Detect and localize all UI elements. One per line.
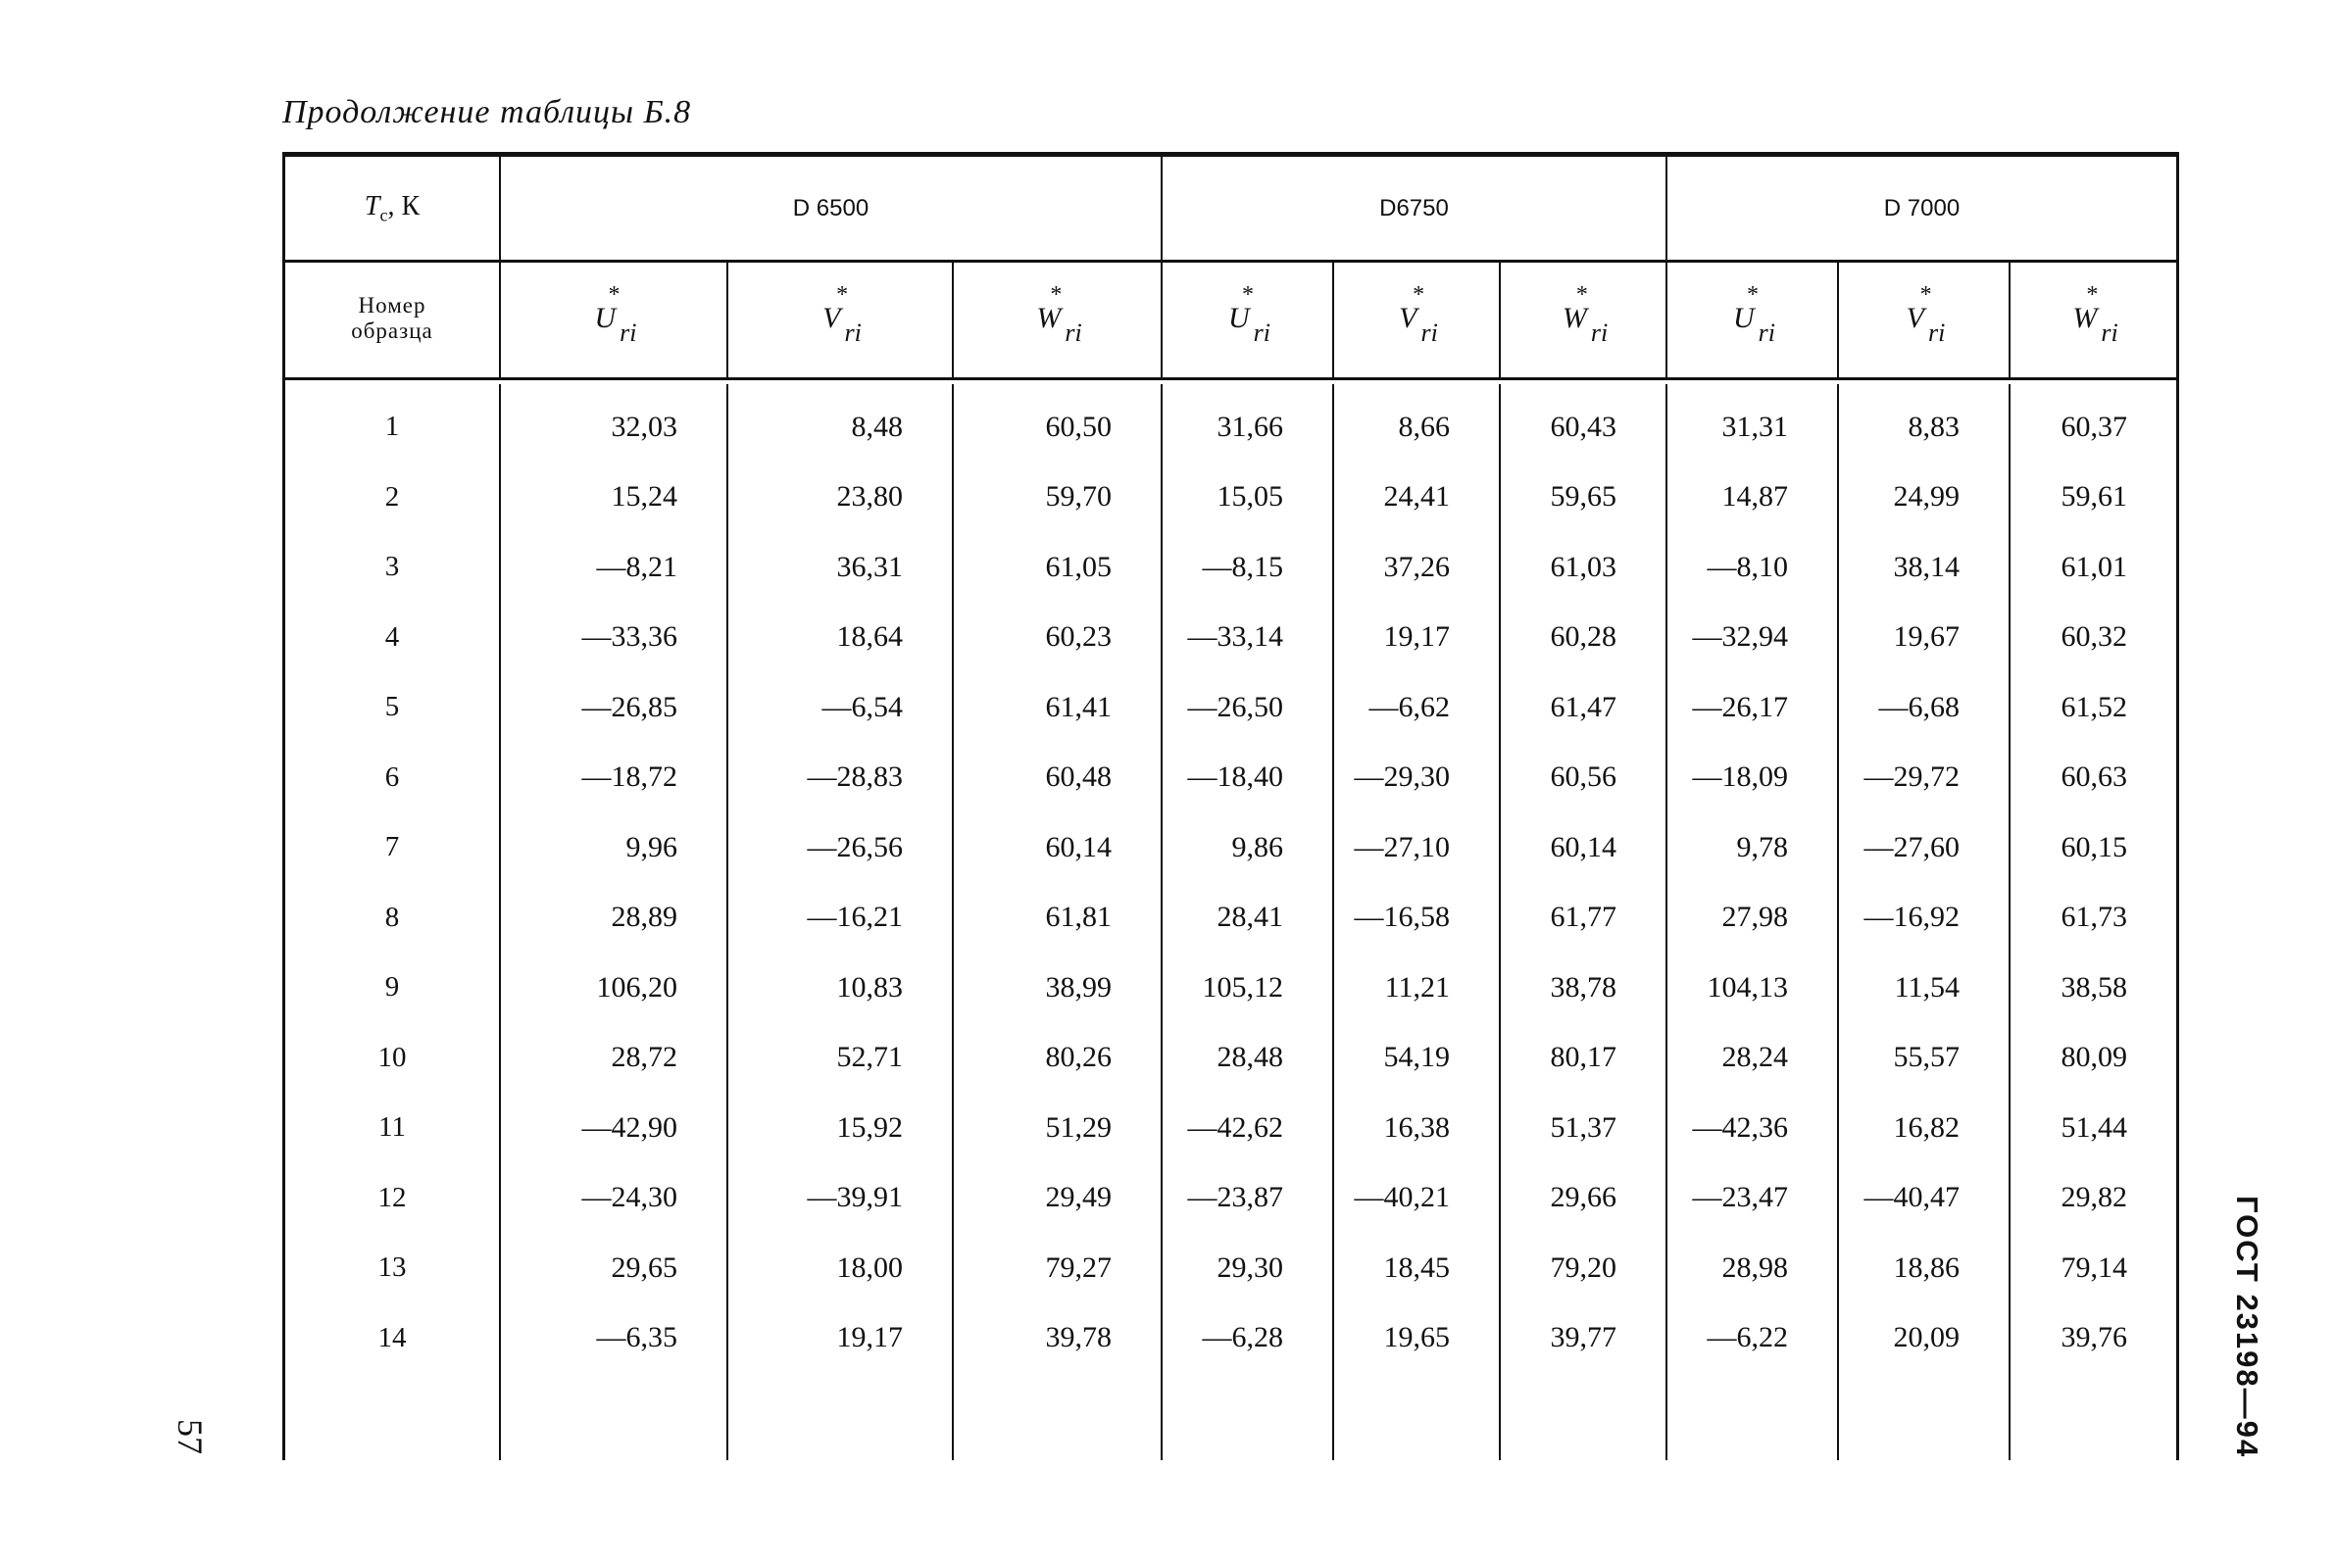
table-cell: 28,24 — [1721, 1041, 1788, 1074]
table-cell: 61,05 — [1045, 550, 1112, 583]
table-cell: 8,48 — [851, 410, 903, 443]
table-cell: —27,60 — [1863, 830, 1960, 863]
table-cell: 59,61 — [2061, 480, 2127, 514]
table-cell: 52,71 — [836, 1041, 903, 1074]
symbol-header-v-d6750 — [1334, 260, 1501, 377]
table-cell: 29,49 — [1045, 1181, 1112, 1214]
table-cell: —27,10 — [1354, 830, 1450, 863]
table-cell: —33,14 — [1187, 620, 1283, 654]
table-cell: 19,65 — [1383, 1321, 1450, 1354]
table-cell: 38,78 — [1550, 970, 1616, 1004]
symbol-v-star-ri: V * ri — [1906, 282, 1946, 347]
table-cell: —8,10 — [1707, 550, 1788, 583]
symbol-header-u-d6500 — [501, 260, 728, 377]
table-cell: 10,83 — [836, 970, 903, 1004]
table-cell: —42,36 — [1692, 1110, 1788, 1144]
table-cell: 39,77 — [1550, 1321, 1616, 1354]
symbol-u-star-ri: U * ri — [1227, 282, 1270, 347]
table-cell: 20,09 — [1893, 1321, 1960, 1354]
symbol-header-v-d7000 — [1839, 260, 2011, 377]
table-cell: —40,21 — [1354, 1181, 1450, 1214]
table-cell: —26,17 — [1692, 690, 1788, 723]
column-w-d6750 — [1501, 384, 1667, 1460]
table-caption: Продолжение таблицы Б.8 — [282, 94, 692, 130]
sample-number-header: Номер образца — [285, 260, 501, 377]
table-cell: 29,65 — [611, 1250, 677, 1284]
table-cell: 18,64 — [836, 620, 903, 654]
group-header-d6500: D 6500 — [501, 157, 1163, 260]
page-number: 57 — [171, 1419, 210, 1454]
table-cell: 60,23 — [1045, 620, 1112, 654]
table-cell: 54,19 — [1383, 1041, 1450, 1074]
table-cell: 60,28 — [1550, 620, 1616, 654]
table-cell: 36,31 — [836, 550, 903, 583]
table-cell: 28,98 — [1721, 1250, 1788, 1284]
table-cell: 37,26 — [1383, 550, 1450, 583]
table-cell: —8,15 — [1202, 550, 1283, 583]
sample-number: 10 — [377, 1041, 407, 1073]
table-cell: —6,35 — [596, 1321, 677, 1354]
table-cell: —39,91 — [807, 1181, 903, 1214]
table-cell: 60,14 — [1045, 830, 1112, 863]
table-cell: 9,78 — [1736, 830, 1788, 863]
table-cell: 60,14 — [1550, 830, 1616, 863]
sample-number: 3 — [384, 551, 400, 583]
table-cell: —26,85 — [581, 690, 677, 723]
table-cell: 61,77 — [1550, 901, 1616, 934]
table-cell: 61,73 — [2061, 901, 2127, 934]
table-cell: 80,09 — [2061, 1041, 2127, 1074]
table-cell: —6,22 — [1707, 1321, 1788, 1354]
table-cell: —42,62 — [1187, 1110, 1283, 1144]
table-cell: —6,54 — [821, 690, 903, 723]
table-body — [285, 384, 2176, 1460]
table-cell: 31,66 — [1217, 410, 1283, 443]
table-cell: 39,76 — [2061, 1321, 2127, 1354]
table-cell: 38,58 — [2061, 970, 2127, 1004]
table-cell: 38,14 — [1893, 550, 1960, 583]
table-cell: 28,48 — [1217, 1041, 1283, 1074]
table-cell: 61,41 — [1045, 690, 1112, 723]
symbol-header-w-d6500 — [954, 260, 1163, 377]
table-cell: 24,99 — [1893, 480, 1960, 514]
table-cell: 19,67 — [1893, 620, 1960, 654]
column-v-d6750 — [1334, 384, 1501, 1460]
table-cell: 104,13 — [1707, 970, 1788, 1004]
table-cell: 15,05 — [1217, 480, 1283, 514]
table-cell: 59,70 — [1045, 480, 1112, 514]
symbol-v-star-ri: V * ri — [822, 282, 862, 347]
column-w-d7000 — [2011, 384, 2176, 1460]
table-cell: 61,01 — [2061, 550, 2127, 583]
table-cell: 27,98 — [1721, 901, 1788, 934]
symbol-u-star-ri: U * ri — [594, 282, 637, 347]
sample-number: 12 — [377, 1181, 407, 1213]
table-cell: —16,21 — [807, 901, 903, 934]
table-cell: —18,09 — [1692, 760, 1788, 794]
tc-label: $T_c$, К — [364, 190, 421, 225]
table-cell: —16,92 — [1863, 901, 1960, 934]
table-cell: 23,80 — [836, 480, 903, 514]
table-cell: —6,68 — [1878, 690, 1960, 723]
table-cell: 80,17 — [1550, 1041, 1616, 1074]
table-cell: 16,38 — [1383, 1110, 1450, 1144]
table-cell: 29,30 — [1217, 1250, 1283, 1284]
table-cell: 18,45 — [1383, 1250, 1450, 1284]
sample-number: 4 — [384, 620, 400, 653]
table-cell: —32,94 — [1692, 620, 1788, 654]
table-cell: 15,92 — [836, 1110, 903, 1144]
symbol-header-v-d6500 — [728, 260, 954, 377]
table-cell: 60,32 — [2061, 620, 2127, 654]
table-cell: 59,65 — [1550, 480, 1616, 514]
table-cell: 16,82 — [1893, 1110, 1960, 1144]
symbol-header-u-d7000 — [1667, 260, 1839, 377]
table-cell: 79,14 — [2061, 1250, 2127, 1284]
table-cell: —8,21 — [596, 550, 677, 583]
sample-number: 6 — [384, 760, 400, 793]
header-divider-2 — [285, 377, 2176, 380]
table-cell: 18,86 — [1893, 1250, 1960, 1284]
sample-number: 7 — [384, 831, 400, 863]
table-cell: 60,50 — [1045, 410, 1112, 443]
table-cell: 29,66 — [1550, 1181, 1616, 1214]
symbol-header-w-d7000 — [2011, 260, 2176, 377]
table-cell: 24,41 — [1383, 480, 1450, 514]
table-cell: —33,36 — [581, 620, 677, 654]
table-cell: 31,31 — [1721, 410, 1788, 443]
table-cell: 79,20 — [1550, 1250, 1616, 1284]
sample-number: 14 — [377, 1321, 407, 1353]
sample-number: 2 — [384, 480, 400, 513]
sample-number: 5 — [384, 691, 400, 723]
table-cell: 51,37 — [1550, 1110, 1616, 1144]
table-cell: 28,89 — [611, 901, 677, 934]
table-cell: 11,54 — [1894, 970, 1960, 1004]
tc-header-cell — [285, 157, 501, 260]
symbol-header-u-d6750 — [1163, 260, 1334, 377]
symbol-v-star-ri: V * ri — [1399, 282, 1438, 347]
table-cell: 14,87 — [1721, 480, 1788, 514]
table-cell: 39,78 — [1045, 1321, 1112, 1354]
table-cell: 38,99 — [1045, 970, 1112, 1004]
table-cell: 11,21 — [1384, 970, 1450, 1004]
table-cell: —23,47 — [1692, 1181, 1788, 1214]
group-header-d7000: D 7000 — [1883, 194, 1961, 221]
sample-number: 11 — [378, 1111, 406, 1144]
table-cell: —40,47 — [1863, 1181, 1960, 1214]
sample-number: 9 — [384, 971, 400, 1004]
table-cell: 60,48 — [1045, 760, 1112, 794]
table-cell: 9,96 — [625, 830, 677, 863]
table-cell: 80,26 — [1045, 1041, 1112, 1074]
symbol-w-star-ri: W * ri — [1562, 282, 1609, 347]
column-u-d6750 — [1163, 384, 1334, 1460]
table-cell: —6,28 — [1202, 1321, 1283, 1354]
sample-number: 1 — [384, 411, 400, 443]
table-cell: 61,03 — [1550, 550, 1616, 583]
column-u-d6500 — [501, 384, 728, 1460]
symbol-header-w-d6750 — [1501, 260, 1667, 377]
symbol-u-star-ri: U * ri — [1732, 282, 1775, 347]
table-cell: 51,29 — [1045, 1110, 1112, 1144]
column-w-d6500 — [954, 384, 1163, 1460]
table-cell: —26,56 — [807, 830, 903, 863]
sample-number: 8 — [384, 901, 400, 933]
table-cell: 8,66 — [1398, 410, 1450, 443]
table-cell: 60,43 — [1550, 410, 1616, 443]
table-cell: 19,17 — [1383, 620, 1450, 654]
group-header-d6750: D6750 — [1163, 157, 1667, 260]
table-cell: 51,44 — [2061, 1110, 2127, 1144]
table-cell: 28,41 — [1217, 901, 1283, 934]
table-cell: 55,57 — [1893, 1041, 1960, 1074]
data-table — [282, 152, 2179, 1460]
table-cell: 15,24 — [611, 480, 677, 514]
table-cell: 61,52 — [2061, 690, 2127, 723]
table-cell: —23,87 — [1187, 1181, 1283, 1214]
table-cell: —28,83 — [807, 760, 903, 794]
table-cell: 60,63 — [2061, 760, 2127, 794]
column-v-d7000 — [1839, 384, 2011, 1460]
table-cell: —18,72 — [581, 760, 677, 794]
table-cell: 60,15 — [2061, 830, 2127, 863]
table-cell: 9,86 — [1231, 830, 1283, 863]
table-cell: 19,17 — [836, 1321, 903, 1354]
table-cell: —42,90 — [581, 1110, 677, 1144]
sample-number-column — [285, 384, 501, 1460]
symbol-w-star-ri: W * ri — [1036, 282, 1082, 347]
table-cell: 105,12 — [1202, 970, 1283, 1004]
table-cell: 8,83 — [1908, 410, 1960, 443]
table-cell: —18,40 — [1187, 760, 1283, 794]
column-v-d6500 — [728, 384, 954, 1460]
sample-number: 13 — [377, 1251, 407, 1284]
table-cell: 32,03 — [611, 410, 677, 443]
table-cell: 28,72 — [611, 1041, 677, 1074]
table-cell: 61,81 — [1045, 901, 1112, 934]
table-cell: —29,30 — [1354, 760, 1450, 794]
table-cell: —6,62 — [1368, 690, 1450, 723]
table-cell: 61,47 — [1550, 690, 1616, 723]
table-cell: 106,20 — [596, 970, 677, 1004]
table-cell: 60,56 — [1550, 760, 1616, 794]
header-row-symbols — [285, 260, 2176, 377]
header-row-groups — [285, 157, 2176, 260]
table-cell: 60,37 — [2061, 410, 2127, 443]
standard-designation: ГОСТ 23198—94 — [2230, 1196, 2264, 1459]
table-cell: —26,50 — [1187, 690, 1283, 723]
table-cell: 18,00 — [836, 1250, 903, 1284]
table-cell: —29,72 — [1863, 760, 1960, 794]
table-cell: 29,82 — [2061, 1181, 2127, 1214]
table-cell: —24,30 — [581, 1181, 677, 1214]
symbol-w-star-ri: W * ri — [2072, 282, 2118, 347]
column-u-d7000 — [1667, 384, 1839, 1460]
table-cell: —16,58 — [1354, 901, 1450, 934]
table-cell: 79,27 — [1045, 1250, 1112, 1284]
